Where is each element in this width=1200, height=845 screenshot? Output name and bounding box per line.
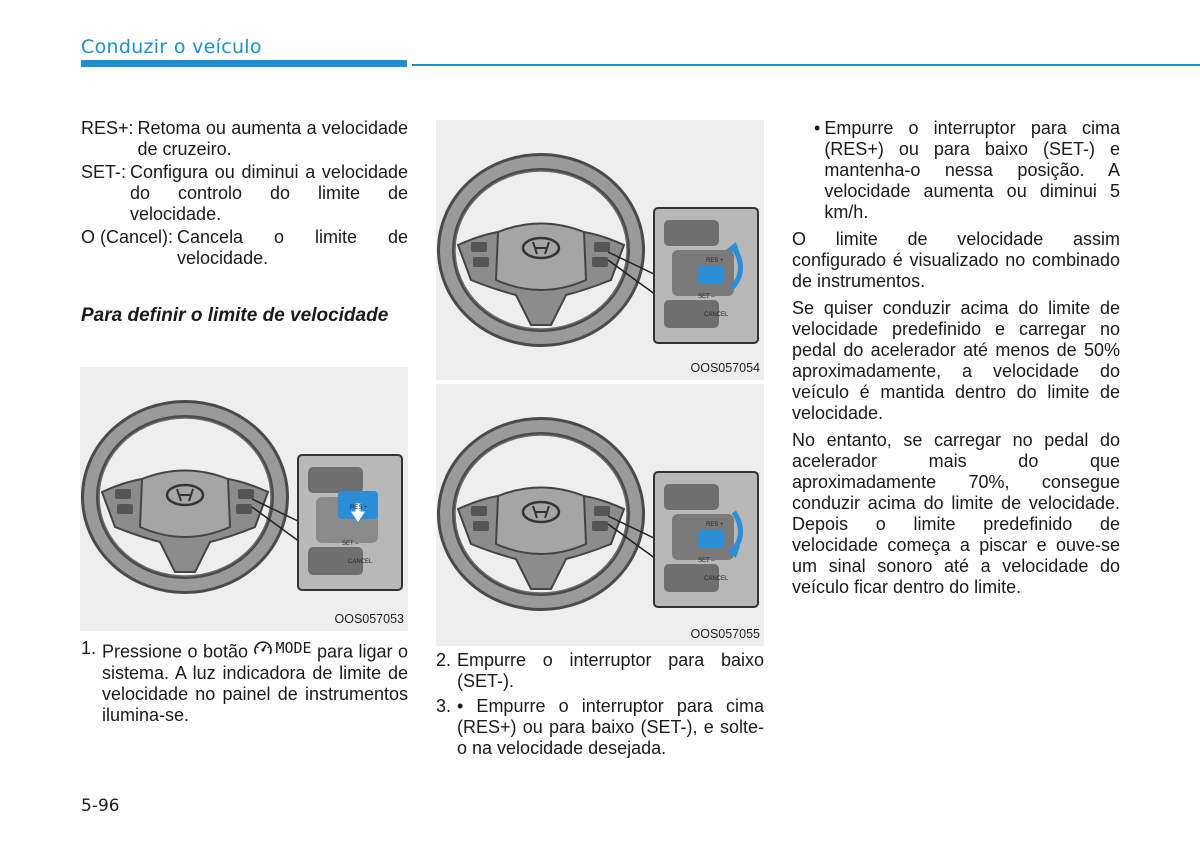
switch-label-res: RES +	[706, 258, 724, 264]
definition-desc: Retoma ou aumenta a velocidade de cruzeiro.	[137, 118, 408, 159]
page-section-title: Conduzir o veículo	[81, 36, 262, 58]
column-right	[792, 118, 1120, 604]
speedometer-icon	[253, 640, 273, 658]
switch-label-res: RES +	[706, 522, 724, 528]
switch-highlight	[698, 530, 724, 548]
step-text: • Empurre o interruptor para cima (RES+) ou para baixo (SET-), e solte-o na velocidade desejada.	[457, 696, 764, 758]
steering-wheel-illustration	[436, 384, 764, 646]
bullet-text: Empurre o interruptor para cima (RES+) ou para baixo (SET-) e mantenha-o nessa posição. A velocidade aumenta ou diminui 5 km/h.	[824, 118, 1120, 222]
switch-label-cancel: CANCEL	[348, 559, 373, 565]
right-button	[594, 242, 610, 252]
step-text	[102, 638, 408, 726]
right-button	[236, 504, 252, 514]
step-number: 2.	[436, 650, 452, 670]
right-button	[592, 257, 608, 267]
paragraph: No entanto, se carregar no pedal do acelerador mais do que aproximadamente 70%, consegue conduzir acima do limite de velocidade. Depois o limite predefinido de velocidade começa a piscar e ouve-se um sinal sonoro até a velocidade do veículo ficar dentro do limite.	[792, 430, 1120, 597]
definition-desc: Cancela o limite de velocidade.	[177, 227, 408, 268]
definition-term: SET-:	[81, 162, 127, 182]
left-button	[471, 506, 487, 516]
header-rule-thin	[412, 64, 1200, 66]
figure-steering-wheel-switch-up	[436, 120, 764, 380]
switch-label-set: SET –	[698, 294, 715, 300]
switch-label-cancel: CANCEL	[704, 312, 729, 318]
definition-desc: Configura ou diminui a velocidade do controlo do limite de velocidade.	[130, 162, 408, 224]
right-button	[592, 521, 608, 531]
step-number: 1.	[81, 638, 97, 658]
panel-button	[664, 220, 719, 246]
steering-wheel-illustration	[436, 120, 764, 380]
definition-set	[81, 162, 408, 225]
figure-code: OOS057054	[690, 361, 760, 375]
figure-code: OOS057055	[690, 627, 760, 641]
mode-button-glyph	[253, 638, 311, 659]
figure-steering-wheel-switch-down	[436, 384, 764, 646]
right-button	[594, 506, 610, 516]
left-button	[473, 521, 489, 531]
left-button	[117, 504, 133, 514]
switch-label-set: SET –	[342, 541, 359, 547]
column-left	[81, 118, 408, 271]
step-1	[81, 638, 408, 726]
definition-cancel	[81, 227, 408, 269]
switch-label-set: SET –	[698, 558, 715, 564]
panel-button	[664, 484, 719, 510]
step-text: Empurre o interruptor para baixo (SET-).	[457, 650, 764, 691]
header-rule-thick	[81, 60, 407, 67]
switch-highlight	[698, 266, 724, 284]
bullet-item	[792, 118, 1120, 223]
page-number: 5-96	[81, 796, 120, 816]
step-number: 3.	[436, 696, 452, 716]
paragraph: O limite de velocidade assim configurado é visualizado no combinado de instrumentos.	[792, 229, 1120, 291]
left-button	[471, 242, 487, 252]
right-button	[238, 489, 254, 499]
subheading-set-speed-limit: Para definir o limite de velocidade	[81, 305, 389, 326]
column-middle	[436, 650, 764, 763]
figure-steering-wheel-mode	[80, 367, 408, 631]
step-3	[436, 696, 764, 759]
step-2	[436, 650, 764, 692]
step-text-before: Pressione o botão	[102, 641, 248, 662]
figure-code: OOS057053	[334, 612, 404, 626]
left-button	[473, 257, 489, 267]
left-button	[115, 489, 131, 499]
step-list-1	[81, 638, 408, 730]
definition-term: RES+:	[81, 118, 134, 138]
panel-button	[308, 467, 363, 493]
mode-label: MODE	[275, 639, 312, 657]
paragraph: Se quiser conduzir acima do limite de velocidade predefinido e carregar no pedal do acelerador até menos de 50% aproximadamente, a velocidade do veículo é mantida dentro do limite de velocidade.	[792, 298, 1120, 423]
definition-term: O (Cancel):	[81, 227, 174, 247]
switch-label-res: RES +	[350, 505, 368, 511]
steering-wheel-illustration	[80, 367, 408, 631]
bullet-dot: •	[814, 118, 821, 138]
step-text-after: para ligar o sistema. A luz indicadora de limite de velocidade no painel de instrumentos ilumina-se.	[102, 641, 408, 725]
switch-label-cancel: CANCEL	[704, 576, 729, 582]
definition-res	[81, 118, 408, 160]
